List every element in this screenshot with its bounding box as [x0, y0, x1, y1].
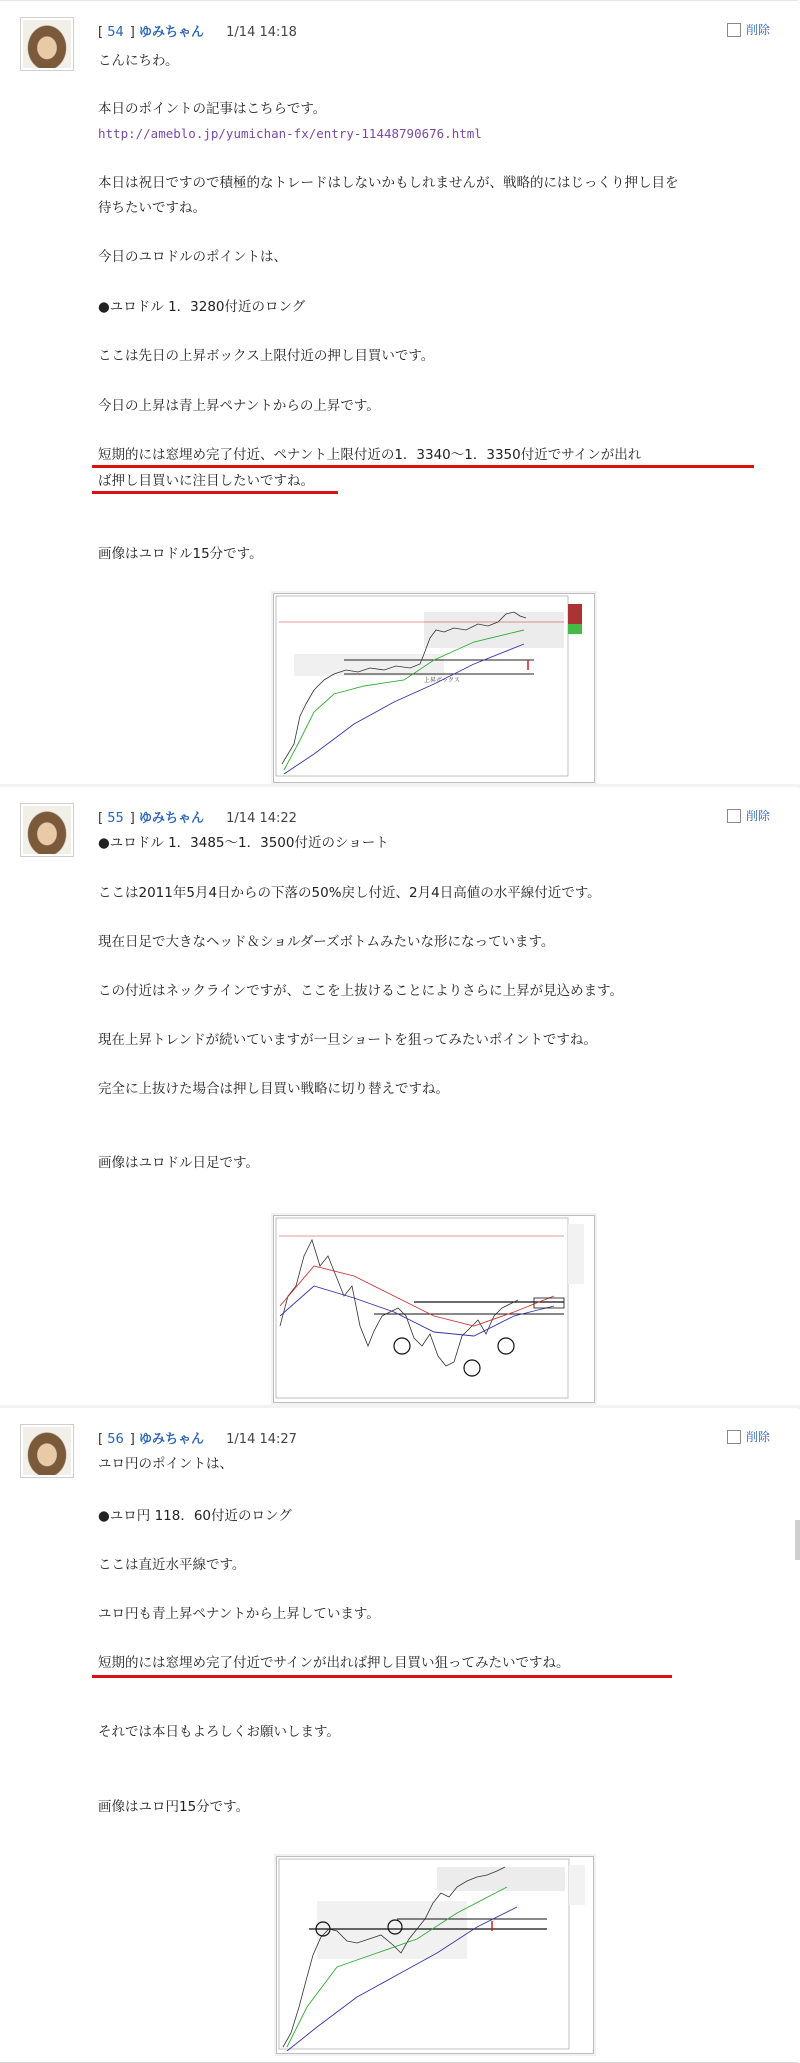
- text-line: 今日の上昇は青上昇ペナントからの上昇です。: [98, 398, 380, 414]
- comment-date: 1/14 14:27: [226, 1432, 297, 1447]
- delete-label[interactable]: 削除: [745, 1430, 770, 1444]
- comment-number[interactable]: 55: [107, 811, 124, 826]
- delete-checkbox[interactable]: [727, 23, 741, 37]
- text-line: ●ユロ円 118．60付近のロング: [98, 1508, 292, 1524]
- text-line: ユロ円も青上昇ペナントから上昇しています。: [98, 1606, 380, 1622]
- delete-control[interactable]: [727, 21, 770, 38]
- comment-date: 1/14 14:22: [226, 811, 297, 826]
- text-line: この付近はネックラインですが、ここを上抜けることによりさらに上昇が見込めます。: [98, 983, 624, 999]
- text-line: こんにちわ。: [98, 53, 179, 69]
- text-line: 画像はユロドル15分です。: [98, 546, 263, 562]
- delete-label[interactable]: 削除: [745, 23, 770, 37]
- comment-date: 1/14 14:18: [226, 25, 297, 40]
- delete-control[interactable]: [727, 807, 770, 824]
- comment-meta: [ 54 ] ゆみちゃん 1/14 14:18: [98, 25, 297, 40]
- author-link[interactable]: ゆみちゃん: [138, 1432, 204, 1447]
- red-underline: [92, 491, 338, 494]
- text-line: 完全に上抜けた場合は押し目買い戦略に切り替えですね。: [98, 1081, 449, 1097]
- chart-image: [274, 1216, 594, 1402]
- red-underline: [92, 465, 754, 468]
- delete-control[interactable]: [727, 1428, 770, 1445]
- text-line: 現在上昇トレンドが続いていますが一旦ショートを狙ってみたいポイントですね。: [98, 1032, 597, 1048]
- delete-checkbox[interactable]: [727, 809, 741, 823]
- text-line: 現在日足で大きなヘッド＆ショルダーズボトムみたいな形になっています。: [98, 934, 555, 950]
- comment-56: [0, 1408, 798, 2063]
- text-line: 本日は祝日ですので積極的なトレードはしないかもしれませんが、戦略的にはじっくり押し目を: [98, 175, 679, 191]
- text-line: ここは先日の上昇ボックス上限付近の押し目買いです。: [98, 348, 435, 364]
- comment-meta: [ 55 ] ゆみちゃん 1/14 14:22: [98, 811, 297, 826]
- text-line: ●ユロドル 1．3485～1．3500付近のショート: [98, 835, 389, 851]
- chart-image: [274, 594, 594, 782]
- text-line: ここは2011年5月4日からの下落の50%戻し付近、2月4日高値の水平線付近です。: [98, 885, 601, 901]
- text-line: 画像はユロドル日足です。: [98, 1155, 259, 1171]
- svg-text:上昇ボックス: 上昇ボックス: [424, 677, 460, 684]
- text-line: 本日のポイントの記事はこちらです。: [98, 101, 327, 117]
- comment-54: [0, 0, 798, 788]
- text-line: 短期的には窓埋め完了付近、ペナント上限付近の1．3340～1．3350付近でサインが出れ: [98, 447, 642, 463]
- text-line: ここは直近水平線です。: [98, 1557, 246, 1573]
- author-link[interactable]: ゆみちゃん: [138, 25, 204, 40]
- text-line: ば押し目買いに注目したいですね。: [98, 473, 314, 489]
- text-line: ●ユロドル 1．3280付近のロング: [98, 299, 306, 315]
- comment-55: [0, 787, 798, 1408]
- chart-thumbnail[interactable]: [273, 593, 595, 783]
- comment-number[interactable]: 54: [107, 25, 124, 40]
- red-underline: [92, 1675, 672, 1678]
- avatar[interactable]: [20, 803, 74, 857]
- comment-meta: [ 56 ] ゆみちゃん 1/14 14:27: [98, 1432, 297, 1447]
- text-line: ユロ円のポイントは、: [98, 1456, 233, 1472]
- chart-thumbnail[interactable]: [273, 1215, 595, 1403]
- text-line: 待ちたいですね。: [98, 200, 206, 216]
- author-link[interactable]: ゆみちゃん: [138, 811, 204, 826]
- chart-thumbnail[interactable]: [276, 1856, 594, 2054]
- delete-label[interactable]: 削除: [745, 809, 770, 823]
- text-line: 短期的には窓埋め完了付近でサインが出れば押し目買い狙ってみたいですね。: [98, 1655, 570, 1671]
- delete-checkbox[interactable]: [727, 1430, 741, 1444]
- entry-link[interactable]: http://ameblo.jp/yumichan-fx/entry-11448790676.html: [98, 126, 482, 141]
- text-line: それでは本日もよろしくお願いします。: [98, 1724, 340, 1740]
- chart-image: [277, 1857, 593, 2053]
- comment-number[interactable]: 56: [107, 1432, 124, 1447]
- text-line: 今日のユロドルのポイントは、: [98, 249, 287, 265]
- text-line: 画像はユロ円15分です。: [98, 1799, 250, 1815]
- scroll-marker: [795, 1520, 800, 1560]
- avatar[interactable]: [20, 1424, 74, 1478]
- avatar[interactable]: [20, 17, 74, 71]
